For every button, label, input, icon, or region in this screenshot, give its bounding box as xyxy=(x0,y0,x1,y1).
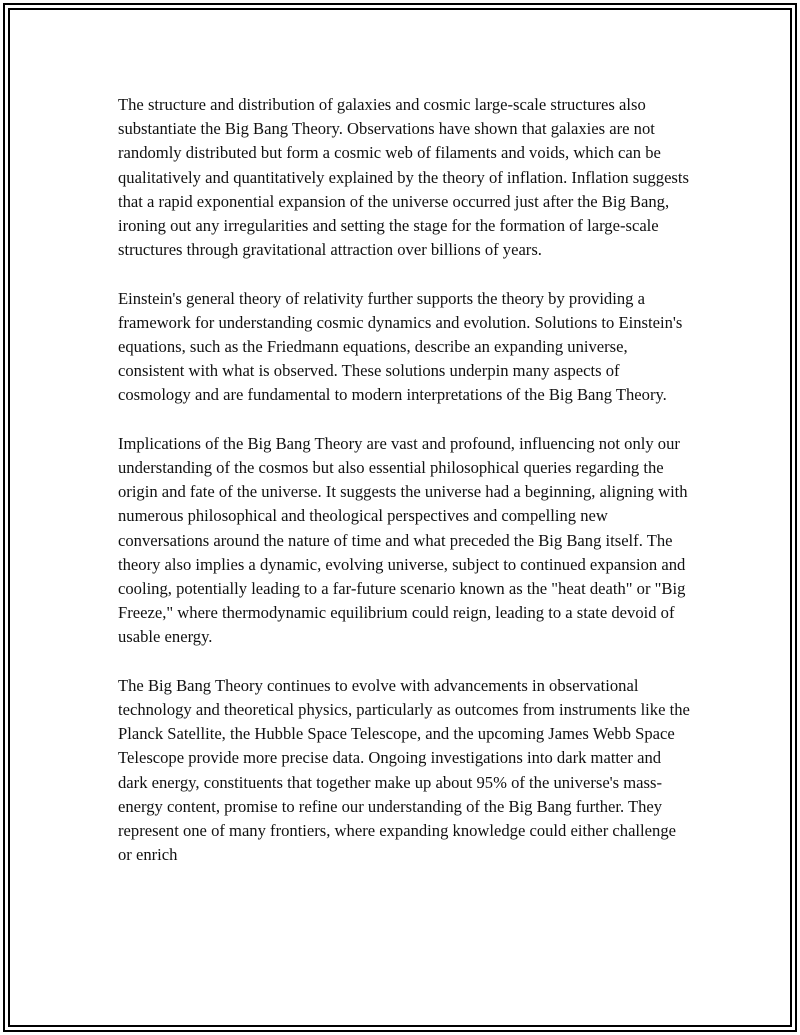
paragraph-general-relativity: Einstein's general theory of relativity further supports the theory by providing a framework for understanding cosmic dynamics and evolution. Solutions to Einstein's equations, such as the Friedmann equations, describe an expanding universe, consistent with what is observed. These solutions underpin many aspects of cosmology and are fundamental to modern interpretations of the Big Bang Theory. xyxy=(118,288,683,405)
paragraph-implications: Implications of the Big Bang Theory are vast and profound, influencing not only our understanding of the cosmos but also essential philosophical queries regarding the origin and fate of the universe. It suggests the universe had a beginning, aligning with numerous philosophical and theological perspectives and compelling new conversations around the nature of time and what preceded the Big Bang itself. The theory also implies a dynamic, evolving universe, subject to continued expansion and cooling, potentially leading to a far-future scenario known as the "heat death" or "Big Freeze," where thermodynamic equilibrium could reign, leading to a state devoid of usable energy. xyxy=(118,433,688,647)
paragraph-ongoing-research: The Big Bang Theory continues to evolve with advancements in observational technology and theoretical physics, particularly as outcomes from instruments like the Planck Satellite, the Hubble Space Telescope, and the upcoming James Webb Space Telescope provide more precise data. Ongoing investigations into dark matter and dark energy, constituents that together make up about 95% of the universe's mass-energy content, promise to refine our understanding of the Big Bang further. They represent one of many frontiers, where expanding knowledge could either challenge or enrich xyxy=(118,675,690,865)
document-body xyxy=(118,93,690,867)
paragraph-galaxy-structure: The structure and distribution of galaxies and cosmic large-scale structures also substantiate the Big Bang Theory. Observations have shown that galaxies are not randomly distributed but form a cosmic web of filaments and voids, which can be qualitatively and quantitatively explained by the theory of inflation. Inflation suggests that a rapid exponential expansion of the universe occurred just after the Big Bang, ironing out any irregularities and setting the stage for the formation of large-scale structures through gravitational attraction over billions of years. xyxy=(118,95,689,260)
